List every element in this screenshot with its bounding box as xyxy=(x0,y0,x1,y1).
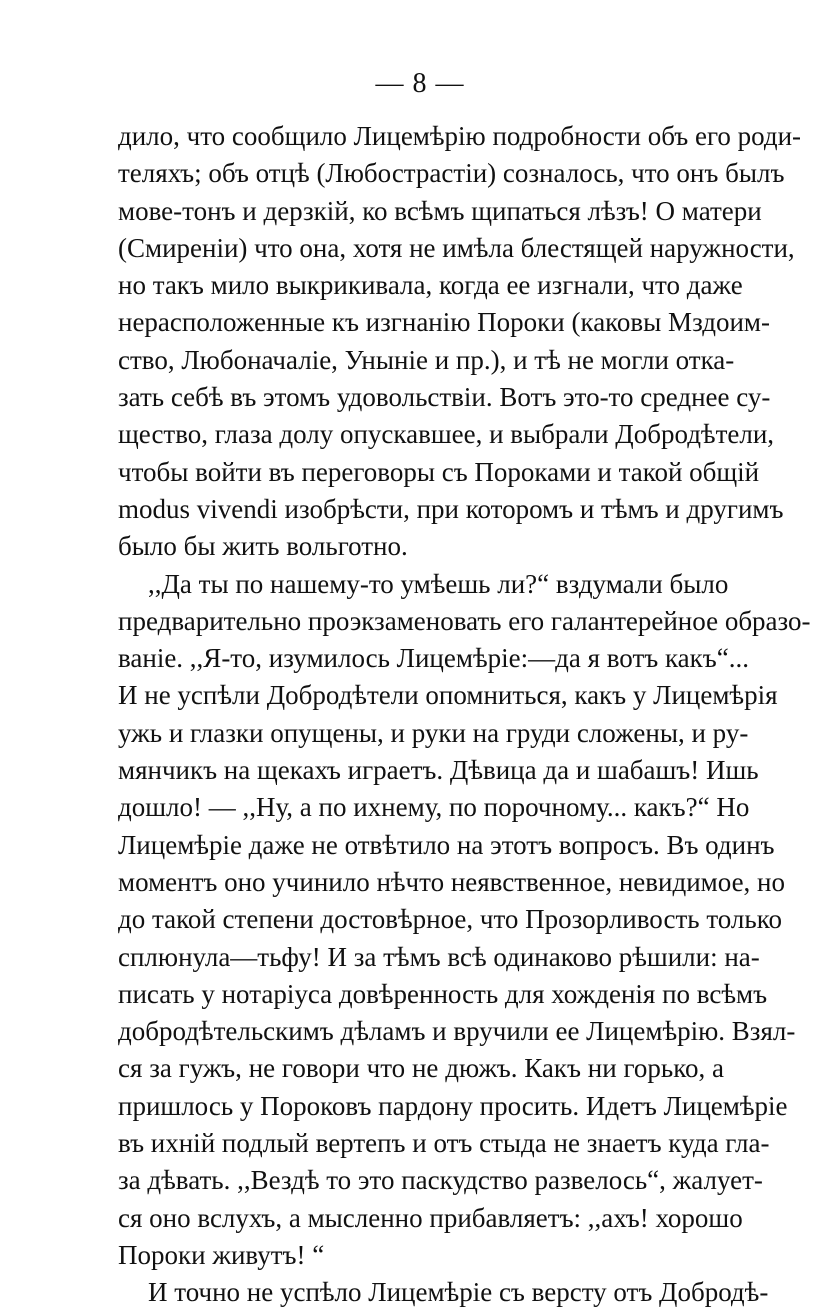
text-line: ся за гужъ, не говори что не дюжъ. Какъ ни горько, а xyxy=(118,1053,724,1084)
text-line: мянчикъ на щекахъ играетъ. Дѣвица да и шабашъ! Ишь xyxy=(118,755,759,786)
text-line: пришлось у Пороковъ пардону просить. Идетъ Лицемѣріе xyxy=(118,1090,788,1121)
page-number: — 8 — xyxy=(375,68,465,99)
text-line: зать себѣ въ этомъ удовольствіи. Вотъ это-то среднее су- xyxy=(118,382,771,413)
text-line: ужь и глазки опущены, и руки на груди сложены, и ру- xyxy=(118,717,749,748)
text-line: моментъ оно учинило нѣчто неявственное, невидимое, но xyxy=(118,866,786,897)
text-line: Пороки живутъ! “ xyxy=(118,1239,325,1270)
text-line: нерасположенные къ изгнанію Пороки (каковы Мздоим- xyxy=(118,307,771,338)
text-line: ся оно вслухъ, а мысленно прибавляетъ: ,,ахъ! хорошо xyxy=(118,1202,743,1233)
text-line: до такой степени достовѣрное, что Прозорливость только xyxy=(118,904,782,935)
text-line: но такъ мило выкрикивала, когда ее изгнали, что даже xyxy=(118,270,743,301)
text-line: modus vivendi изобрѣсти, при которомъ и тѣмъ и другимъ xyxy=(118,493,784,524)
text-line: теляхъ; объ отцѣ (Любострастіи) созналось, что онъ былъ xyxy=(118,158,785,189)
text-line: было бы жить вольготно. xyxy=(118,531,408,562)
text-line: писать у нотаріуса довѣренность для хожденія по всѣмъ xyxy=(118,978,768,1009)
text-line: дило, что сообщило Лицемѣрію подробности объ его роди- xyxy=(118,121,802,151)
text-line: И точно не успѣло Лицемѣріе съ версту отъ Добродѣ- xyxy=(148,1277,769,1308)
text-line: въ ихній подлый вертепъ и отъ стыда не знаетъ куда гла- xyxy=(118,1128,770,1159)
text-line: добродѣтельскимъ дѣламъ и вручили ее Лицемѣрію. Взял- xyxy=(118,1016,796,1047)
text-line: Лицемѣріе даже не отвѣтило на этотъ вопросъ. Въ одинъ xyxy=(118,829,775,860)
body-text xyxy=(118,118,811,1312)
text-line: мове-тонъ и дерзкій, ко всѣмъ щипаться лѣзъ! О матери xyxy=(118,195,762,226)
text-line: дошло! — ,,Ну, а по ихнему, по порочному... какъ?“ Но xyxy=(118,792,750,823)
text-line: чтобы войти въ переговоры съ Пороками и такой общій xyxy=(118,456,760,487)
text-line: за дѣвать. ,,Вездѣ то это паскудство развелось“, жалует- xyxy=(118,1165,763,1196)
text-line: предварительно проэкзаменовать его галантерейное образо- xyxy=(118,605,811,636)
text-line: щество, глаза долу опускавшее, и выбрали Добродѣтели, xyxy=(118,419,775,450)
text-line: сплюнула—тьфу! И за тѣмъ всѣ одинаково рѣшили: на- xyxy=(118,941,760,972)
text-line: ство, Любоначаліе, Уныніе и пр.), и тѣ не могли отка- xyxy=(118,344,735,375)
text-line: ваніе. ,,Я-то, изумилось Лицемѣріе:—да я вотъ какъ“... xyxy=(118,643,749,674)
text-line: И не успѣли Добродѣтели опомниться, какъ у Лицемѣрія xyxy=(118,680,778,711)
text-line: (Смиреніи) что она, хотя не имѣла блестящей наружности, xyxy=(118,232,795,263)
text-line: ,,Да ты по нашему-то умѣешь ли?“ вздумали было xyxy=(148,568,729,599)
